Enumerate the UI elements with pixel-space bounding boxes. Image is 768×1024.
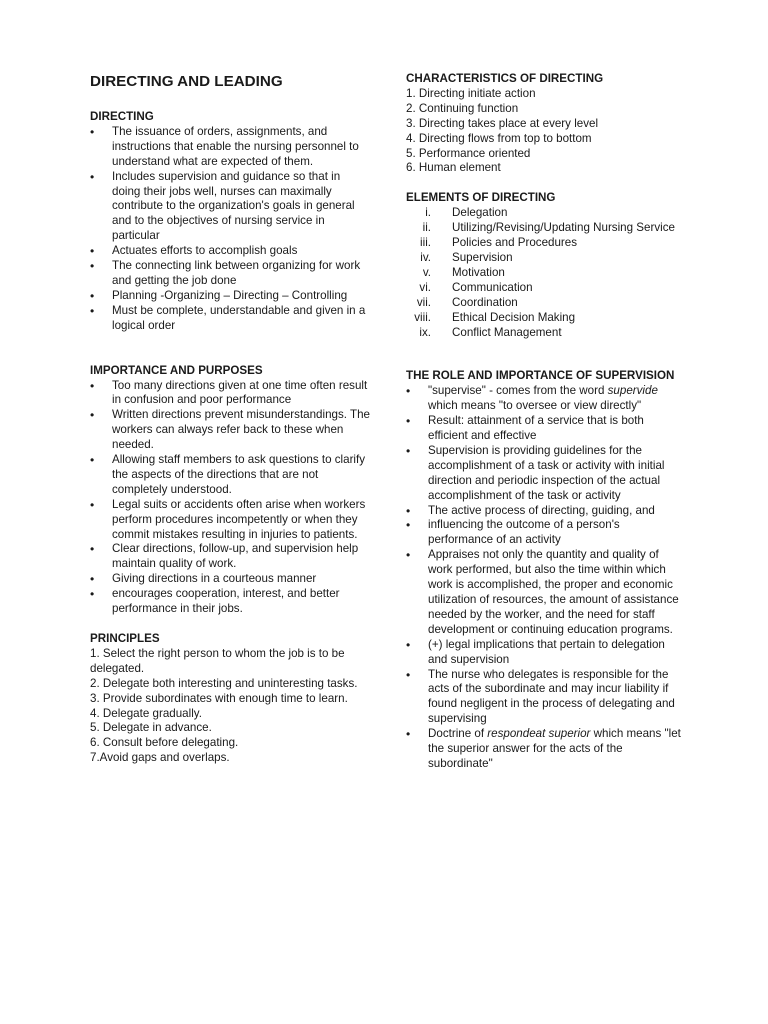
list-item: • Clear directions, follow-up, and supervision help maintain quality of work. bbox=[90, 542, 370, 572]
list-item: 7.Avoid gaps and overlaps. bbox=[90, 751, 230, 765]
list-item: • Appraises not only the quantity and quality of work performed, but also the time within which work is accomplished, the proper and economic utilization of resources, the amount of assistance needed by the worker, and the need for staff development or continuing education programs. bbox=[406, 548, 682, 637]
directing-list bbox=[90, 125, 370, 334]
list-item: vii. Coordination bbox=[416, 295, 518, 309]
list-item: • Actuates efforts to accomplish goals bbox=[90, 244, 370, 259]
list-item: 4. Directing flows from top to bottom bbox=[406, 131, 592, 145]
list-item: • Supervision is providing guidelines for the accomplishment of a task or activity with initial direction and periodic inspection of the actual accomplishment of the task or activity bbox=[406, 444, 682, 504]
list-item: • Planning -Organizing – Directing – Controlling bbox=[90, 289, 370, 304]
list-item: • The connecting link between organizing for work and getting the job done bbox=[90, 259, 370, 289]
list-item: • Must be complete, understandable and given in a logical order bbox=[90, 304, 370, 334]
list-item: • Result: attainment of a service that is both efficient and effective bbox=[406, 414, 682, 444]
list-item: 6. Human element bbox=[406, 161, 501, 175]
directing-heading: DIRECTING bbox=[90, 110, 154, 123]
list-item: • Includes supervision and guidance so that in doing their jobs well, nurses can maximally contribute to the organization's goals in general and to the objectives of nursing service in particular bbox=[90, 170, 370, 245]
list-item: 4. Delegate gradually. bbox=[90, 706, 202, 720]
list-item: 1. Directing initiate action bbox=[406, 86, 536, 100]
right-column bbox=[406, 72, 682, 772]
list-item: 3. Directing takes place at every level bbox=[406, 116, 599, 130]
list-item: 1. Select the right person to whom the job is to be delegated. bbox=[90, 646, 345, 675]
list-item: • The issuance of orders, assignments, and instructions that enable the nursing personnel to understand what are expected of them. bbox=[90, 125, 370, 170]
list-item: • The nurse who delegates is responsible for the acts of the subordinate and may incur liability if found negligent in the process of delegating and supervising bbox=[406, 668, 682, 728]
list-item: • "supervise" - comes from the word supervide which means "to oversee or view directly" bbox=[406, 384, 682, 414]
list-item: • The active process of directing, guiding, and bbox=[406, 504, 682, 519]
list-item: iii. Policies and Procedures bbox=[420, 236, 578, 250]
elements-heading: ELEMENTS OF DIRECTING bbox=[406, 191, 556, 205]
list-item: ii. Utilizing/Revising/Updating Nursing Service bbox=[422, 221, 675, 235]
characteristics-list bbox=[406, 87, 682, 176]
list-item: • Doctrine of respondeat superior which means "let the superior answer for the acts of the subordinate" bbox=[406, 727, 682, 772]
list-item: vi. Communication bbox=[419, 280, 533, 294]
left-column bbox=[90, 72, 370, 766]
list-item: v. Motivation bbox=[422, 265, 505, 279]
elements-list bbox=[406, 206, 682, 340]
list-item: ix. Conflict Management bbox=[419, 325, 562, 339]
list-item: 6. Consult before delegating. bbox=[90, 736, 239, 750]
importance-heading: IMPORTANCE AND PURPOSES bbox=[90, 363, 263, 377]
list-item: • Allowing staff members to ask questions to clarify the aspects of the directions that are not completely understood. bbox=[90, 453, 370, 498]
list-item: • Written directions prevent misunderstandings. The workers can always refer back to these when needed. bbox=[90, 408, 370, 453]
list-item: 2. Continuing function bbox=[406, 101, 519, 115]
list-item: • influencing the outcome of a person's performance of an activity bbox=[406, 518, 682, 548]
page-title: DIRECTING AND LEADING bbox=[90, 73, 283, 90]
supervision-list bbox=[406, 384, 682, 772]
list-item: viii. Ethical Decision Making bbox=[414, 310, 576, 324]
list-item: • encourages cooperation, interest, and better performance in their jobs. bbox=[90, 587, 370, 617]
list-item: iv. Supervision bbox=[420, 250, 513, 264]
list-item: i. Delegation bbox=[425, 206, 508, 220]
importance-list bbox=[90, 379, 370, 618]
list-item: 5. Performance oriented bbox=[406, 146, 531, 160]
list-item: • Too many directions given at one time often result in confusion and poor performance bbox=[90, 379, 370, 409]
list-item: 2. Delegate both interesting and uninteresting tasks. bbox=[90, 676, 358, 690]
characteristics-heading: CHARACTERISTICS OF DIRECTING bbox=[406, 72, 604, 85]
list-item: • (+) legal implications that pertain to delegation and supervision bbox=[406, 638, 682, 668]
list-item: 5. Delegate in advance. bbox=[90, 721, 212, 735]
list-item: • Giving directions in a courteous manner bbox=[90, 572, 370, 587]
list-item: 3. Provide subordinates with enough time to learn. bbox=[90, 691, 348, 705]
principles-list bbox=[90, 647, 370, 766]
principles-heading: PRINCIPLES bbox=[90, 632, 160, 645]
list-item: • Legal suits or accidents often arise when workers perform procedures incompetently or when they commit mistakes resulting in injuries to patients. bbox=[90, 498, 370, 543]
supervision-heading: THE ROLE AND IMPORTANCE OF SUPERVISION bbox=[406, 369, 675, 383]
